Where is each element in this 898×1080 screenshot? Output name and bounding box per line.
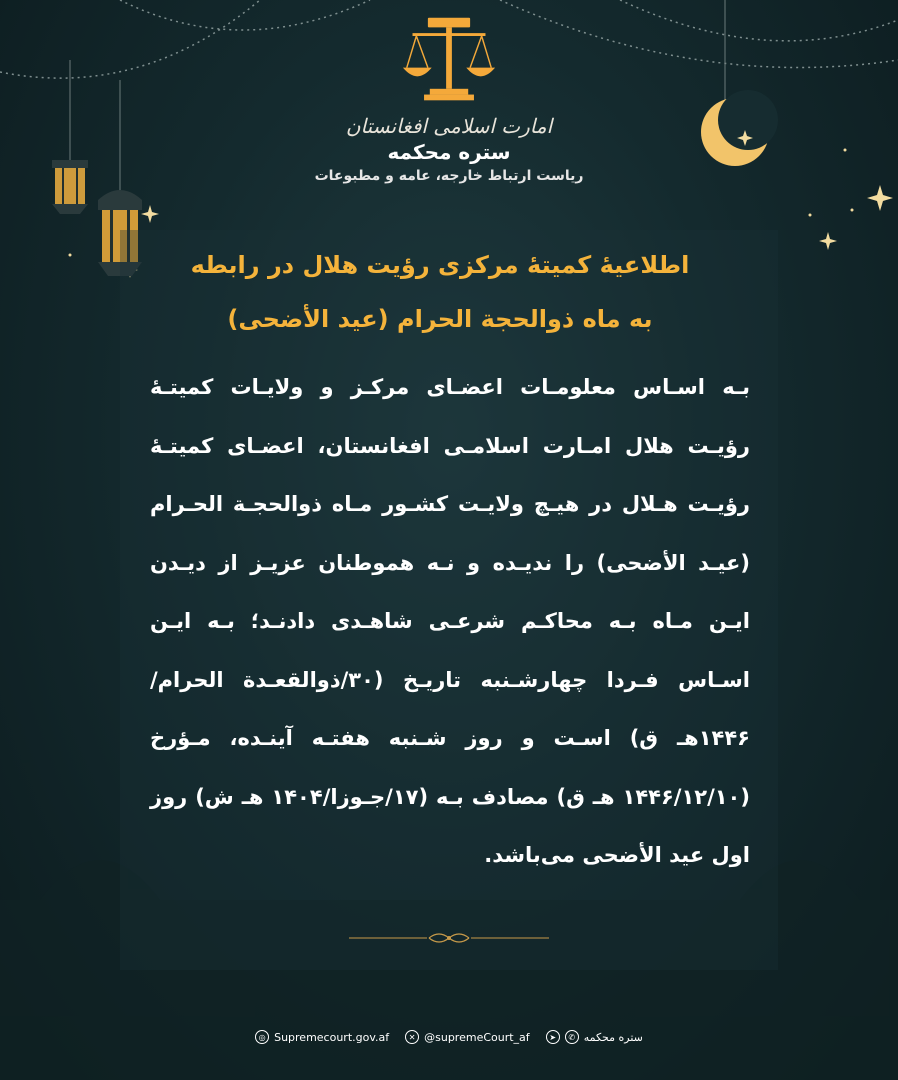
scales-of-justice-icon: [401, 12, 497, 108]
emirate-name: امارت اسلامی افغانستان: [345, 114, 553, 138]
court-name: ستره محکمه: [387, 140, 511, 164]
channel-name[interactable]: ستره محکمه: [583, 1030, 643, 1044]
announcement-title: [120, 238, 760, 346]
footer: [0, 1030, 898, 1044]
department-name: ریاست ارتباط خارجه، عامه و مطبوعات: [314, 168, 584, 184]
x-handle[interactable]: @supremeCourt_af: [424, 1030, 530, 1044]
footer-x[interactable]: [405, 1030, 530, 1044]
title-line-2: به ماه ذوالحجة الحرام (عید الأضحی): [227, 305, 653, 333]
footer-website[interactable]: [255, 1030, 389, 1044]
telegram-icon: ➤: [546, 1030, 560, 1044]
announcement-body: بـه اسـاس معلومـات اعضـای مرکـز و ولایـات کمیتـهٔ رؤیـت هلال امـارت اسلامـی افغانستان، اعضـای کمیتـهٔ رؤیـت هـلال در هیـچ ولایـت کشـور مـاه ذوالحجـة الحـرام (عیـد الأضحی) را ندیـده و نـه هموطنان عزیـز از دیـدن ایـن مـاه بـه محاکـم شرعـی شاهـدی دادنـد؛ بـه ایـن اسـاس فـردا چهارشـنبه تاریـخ (۳۰/ذوالقعـدة الحرام/۱۴۴۶هـ ق) اسـت و روز شـنبه هفتـه آینـده، مـؤرخ (۱۴۴۶/۱۲/۱۰ هـ ق) مصادف بـه (۱۷/جـوزا/۱۴۰۴ هـ ش) روز اول عید الأضحی می‌باشد.: [150, 375, 750, 867]
website-link[interactable]: Supremecourt.gov.af: [274, 1030, 390, 1044]
footer-channels[interactable]: [546, 1030, 643, 1044]
x-icon: ✕: [405, 1030, 419, 1044]
globe-icon: ◎: [255, 1030, 269, 1044]
header: [0, 12, 898, 184]
ornamental-divider: [349, 928, 549, 948]
whatsapp-icon: ✆: [565, 1030, 579, 1044]
title-line-1: اطلاعیهٔ کمیتهٔ مرکزی رؤیت هلال در رابطه: [190, 251, 690, 279]
